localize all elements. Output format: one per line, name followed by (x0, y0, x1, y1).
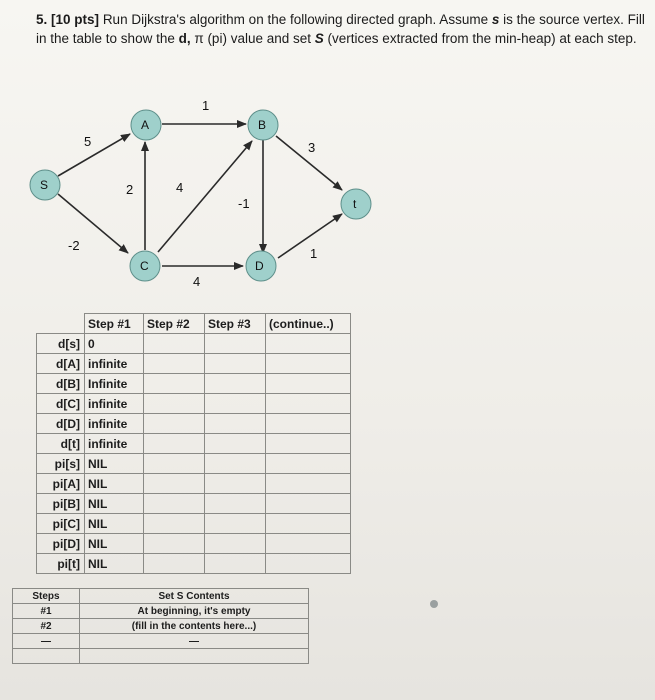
continue-cell[interactable] (266, 374, 351, 394)
continue-cell[interactable] (266, 354, 351, 374)
step1-cell: infinite (85, 354, 144, 374)
set-table-row (13, 649, 309, 664)
header-step1: Step #1 (85, 314, 144, 334)
step3-cell[interactable] (205, 554, 266, 574)
directed-graph (0, 90, 655, 300)
continue-cell[interactable] (266, 514, 351, 534)
distance-table (36, 313, 351, 574)
continue-cell[interactable] (266, 334, 351, 354)
node-B-label: B (258, 118, 267, 132)
table-row (37, 374, 351, 394)
step2-cell[interactable] (144, 414, 205, 434)
step1-cell: Infinite (85, 374, 144, 394)
step1-cell: NIL (85, 454, 144, 474)
weight-C-D: 4 (193, 274, 201, 289)
question-text (36, 10, 650, 48)
table-row (37, 534, 351, 554)
step3-cell[interactable] (205, 514, 266, 534)
step2-cell[interactable] (144, 374, 205, 394)
continue-cell[interactable] (266, 454, 351, 474)
step2-cell[interactable] (144, 474, 205, 494)
step3-cell[interactable] (205, 434, 266, 454)
d-variable: d, (178, 31, 191, 46)
continue-cell[interactable] (266, 554, 351, 574)
continue-cell[interactable] (266, 474, 351, 494)
node-s-label: S (40, 178, 49, 192)
edge-s-A (58, 134, 130, 176)
table-row (37, 354, 351, 374)
continue-cell[interactable] (266, 494, 351, 514)
weight-A-B: 1 (202, 98, 210, 113)
row-label: d[C] (37, 394, 85, 414)
weight-B-t: 3 (308, 140, 316, 155)
table-row (37, 554, 351, 574)
set-contents-table (12, 588, 309, 664)
weight-B-D: -1 (238, 196, 250, 211)
node-A-label: A (141, 118, 150, 132)
table-row (37, 514, 351, 534)
step1-cell: NIL (85, 554, 144, 574)
table-row (37, 494, 351, 514)
set-contents-cell[interactable]: At beginning, it's empty (80, 604, 309, 619)
set-table-row (13, 604, 309, 619)
weight-D-t: 1 (310, 246, 318, 261)
set-table-header (13, 589, 309, 604)
step1-cell: NIL (85, 474, 144, 494)
step2-cell[interactable] (144, 434, 205, 454)
question-number: 5. (36, 12, 48, 27)
set-contents-cell[interactable] (80, 649, 309, 664)
step3-cell[interactable] (205, 374, 266, 394)
row-label: pi[B] (37, 494, 85, 514)
step1-cell: 0 (85, 334, 144, 354)
weight-s-A: 5 (84, 134, 92, 149)
table-row (37, 394, 351, 414)
row-label: pi[A] (37, 474, 85, 494)
continue-cell[interactable] (266, 394, 351, 414)
table-row (37, 414, 351, 434)
step3-cell[interactable] (205, 394, 266, 414)
row-label: d[D] (37, 414, 85, 434)
step1-cell: infinite (85, 394, 144, 414)
source-variable: s (491, 12, 500, 27)
set-step-cell: #2 (13, 619, 80, 634)
node-B (248, 110, 278, 140)
step1-cell: NIL (85, 534, 144, 554)
set-header-steps: Steps (13, 589, 80, 604)
step2-cell[interactable] (144, 514, 205, 534)
step3-cell[interactable] (205, 414, 266, 434)
set-contents-cell[interactable]: — (80, 634, 309, 649)
step3-cell[interactable] (205, 354, 266, 374)
step2-cell[interactable] (144, 494, 205, 514)
header-step2: Step #2 (144, 314, 205, 334)
step1-cell: NIL (85, 494, 144, 514)
step2-cell[interactable] (144, 534, 205, 554)
table-row (37, 454, 351, 474)
step3-cell[interactable] (205, 334, 266, 354)
step1-cell: infinite (85, 414, 144, 434)
step2-cell[interactable] (144, 454, 205, 474)
header-step3: Step #3 (205, 314, 266, 334)
row-label: pi[C] (37, 514, 85, 534)
step3-cell[interactable] (205, 494, 266, 514)
row-label: d[s] (37, 334, 85, 354)
node-s (30, 170, 60, 200)
weight-s-C: -2 (68, 238, 80, 253)
step3-cell[interactable] (205, 534, 266, 554)
question-points: [10 pts] (51, 12, 100, 27)
distance-table-header (37, 314, 351, 334)
step2-cell[interactable] (144, 334, 205, 354)
row-label: pi[s] (37, 454, 85, 474)
set-table-row (13, 619, 309, 634)
node-t (341, 189, 371, 219)
set-step-cell (13, 649, 80, 664)
node-A (131, 110, 161, 140)
table-row (37, 334, 351, 354)
node-t-label: t (353, 197, 357, 211)
question-text-part3: (vertices extracted from the min-heap) at each step. (327, 31, 637, 46)
set-header-contents: Set S Contents (80, 589, 309, 604)
table-row (37, 474, 351, 494)
continue-cell[interactable] (266, 434, 351, 454)
question-text-part1: Run Dijkstra's algorithm on the following directed graph. Assume (102, 12, 489, 27)
continue-cell[interactable] (266, 414, 351, 434)
row-label: d[t] (37, 434, 85, 454)
row-label: d[A] (37, 354, 85, 374)
node-D (246, 251, 276, 281)
set-table-row (13, 634, 309, 649)
set-step-cell: — (13, 634, 80, 649)
node-C-label: C (140, 259, 149, 273)
question-text-part2: is the source vertex. Fill in the table to show the (36, 12, 645, 46)
weight-C-A: 2 (126, 182, 134, 197)
row-label: d[B] (37, 374, 85, 394)
table-row (37, 434, 351, 454)
continue-cell[interactable] (266, 534, 351, 554)
set-variable: S (314, 31, 324, 46)
step2-cell[interactable] (144, 554, 205, 574)
step3-cell[interactable] (205, 454, 266, 474)
node-D-label: D (255, 259, 264, 273)
header-continue: (continue..) (266, 314, 351, 334)
step3-cell[interactable] (205, 474, 266, 494)
row-label: pi[t] (37, 554, 85, 574)
step2-cell[interactable] (144, 354, 205, 374)
step1-cell: NIL (85, 514, 144, 534)
stray-dot (430, 600, 438, 608)
weight-C-B: 4 (176, 180, 184, 195)
set-step-cell: #1 (13, 604, 80, 619)
node-C (130, 251, 160, 281)
set-contents-cell[interactable]: (fill in the contents here...) (80, 619, 309, 634)
pi-text: π (pi) value and set (194, 31, 311, 46)
step1-cell: infinite (85, 434, 144, 454)
row-label: pi[D] (37, 534, 85, 554)
step2-cell[interactable] (144, 394, 205, 414)
